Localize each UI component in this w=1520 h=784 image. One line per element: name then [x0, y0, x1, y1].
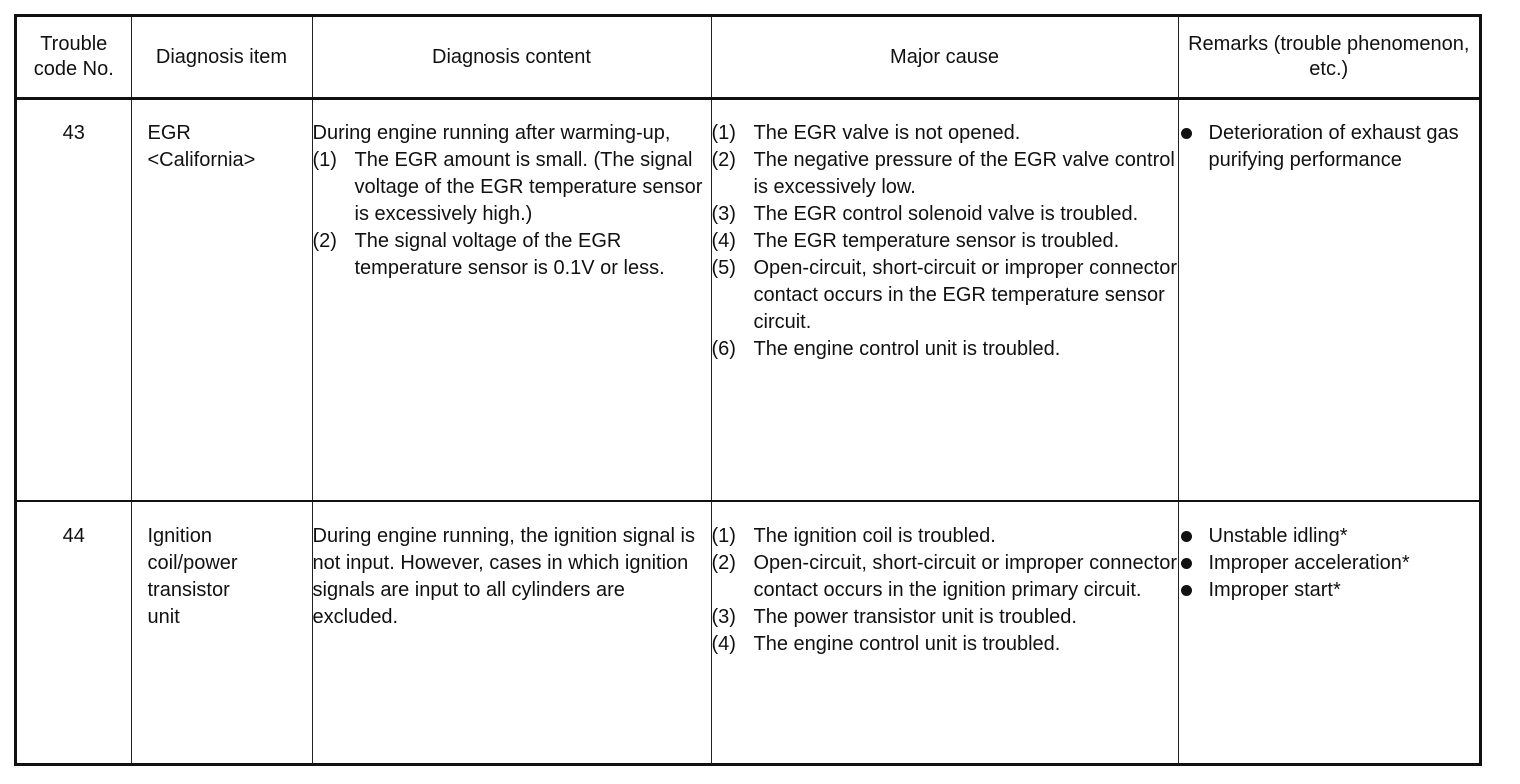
table-row: [17, 99, 1479, 502]
diagnosis-content: [312, 99, 711, 502]
bullet-icon: [1181, 558, 1192, 569]
list-item: (1) The ignition coil is troubled.: [711, 525, 996, 547]
diagnosis-table: [17, 17, 1479, 763]
list-item: (6) The engine control unit is troubled.: [711, 338, 1061, 360]
diagnosis-item: Ignition coil/power transistor unit: [147, 525, 238, 628]
list-item: Unstable idling*: [1179, 523, 1480, 550]
list-item: (4) The EGR temperature sensor is troubled.: [711, 230, 1120, 252]
major-cause: [711, 501, 1178, 763]
list-item: Improper start*: [1179, 577, 1480, 604]
remarks-list: [1179, 523, 1480, 604]
content-list: [313, 147, 711, 282]
bullet-icon: [1181, 585, 1192, 596]
remarks-list: [1179, 120, 1480, 174]
table-row: [17, 501, 1479, 763]
table-header-row: [17, 17, 1479, 99]
header-major-cause: Major cause: [711, 17, 1178, 99]
list-item: Deterioration of exhaust gas purifying performance: [1179, 120, 1480, 174]
list-item: (4) The engine control unit is troubled.: [711, 633, 1061, 655]
trouble-code: 43: [62, 122, 85, 144]
major-cause: [711, 99, 1178, 502]
list-item: (2) Open-circuit, short-circuit or improper connector contact occurs in the ignition primary circuit.: [711, 552, 1177, 601]
trouble-code: 44: [62, 525, 85, 547]
list-item: Improper acceleration*: [1179, 550, 1480, 577]
header-remarks: Remarks (trouble phenomenon, etc.): [1178, 17, 1479, 99]
cause-list: [712, 120, 1178, 363]
remarks: [1178, 501, 1479, 763]
diagnosis-content: [312, 501, 711, 763]
diagnosis-item: EGR <California>: [147, 122, 256, 171]
content-intro: During engine running, the ignition signal is not input. However, cases in which ignition signals are input to all cylinders are excluded.: [312, 525, 695, 628]
list-item: (2) The signal voltage of the EGR temperature sensor is 0.1V or less.: [312, 230, 665, 279]
header-trouble-code: Trouble code No.: [17, 17, 131, 99]
content-intro: During engine running after warming-up,: [312, 122, 671, 144]
diagnosis-table-frame: [14, 14, 1482, 766]
list-item: (3) The EGR control solenoid valve is troubled.: [711, 203, 1139, 225]
list-item: (1) The EGR valve is not opened.: [711, 122, 1021, 144]
header-diagnosis-item: Diagnosis item: [131, 17, 312, 99]
list-item: (2) The negative pressure of the EGR valve control is excessively low.: [711, 149, 1175, 198]
list-item: (1) The EGR amount is small. (The signal voltage of the EGR temperature sensor is excessively high.): [312, 149, 703, 225]
list-item: (5) Open-circuit, short-circuit or improper connector contact occurs in the EGR temperature sensor circuit.: [711, 257, 1177, 333]
cause-list: [712, 523, 1178, 658]
list-item: (3) The power transistor unit is troubled.: [711, 606, 1077, 628]
header-diagnosis-content: Diagnosis content: [312, 17, 711, 99]
bullet-icon: [1181, 128, 1192, 139]
remarks: [1178, 99, 1479, 502]
bullet-icon: [1181, 531, 1192, 542]
